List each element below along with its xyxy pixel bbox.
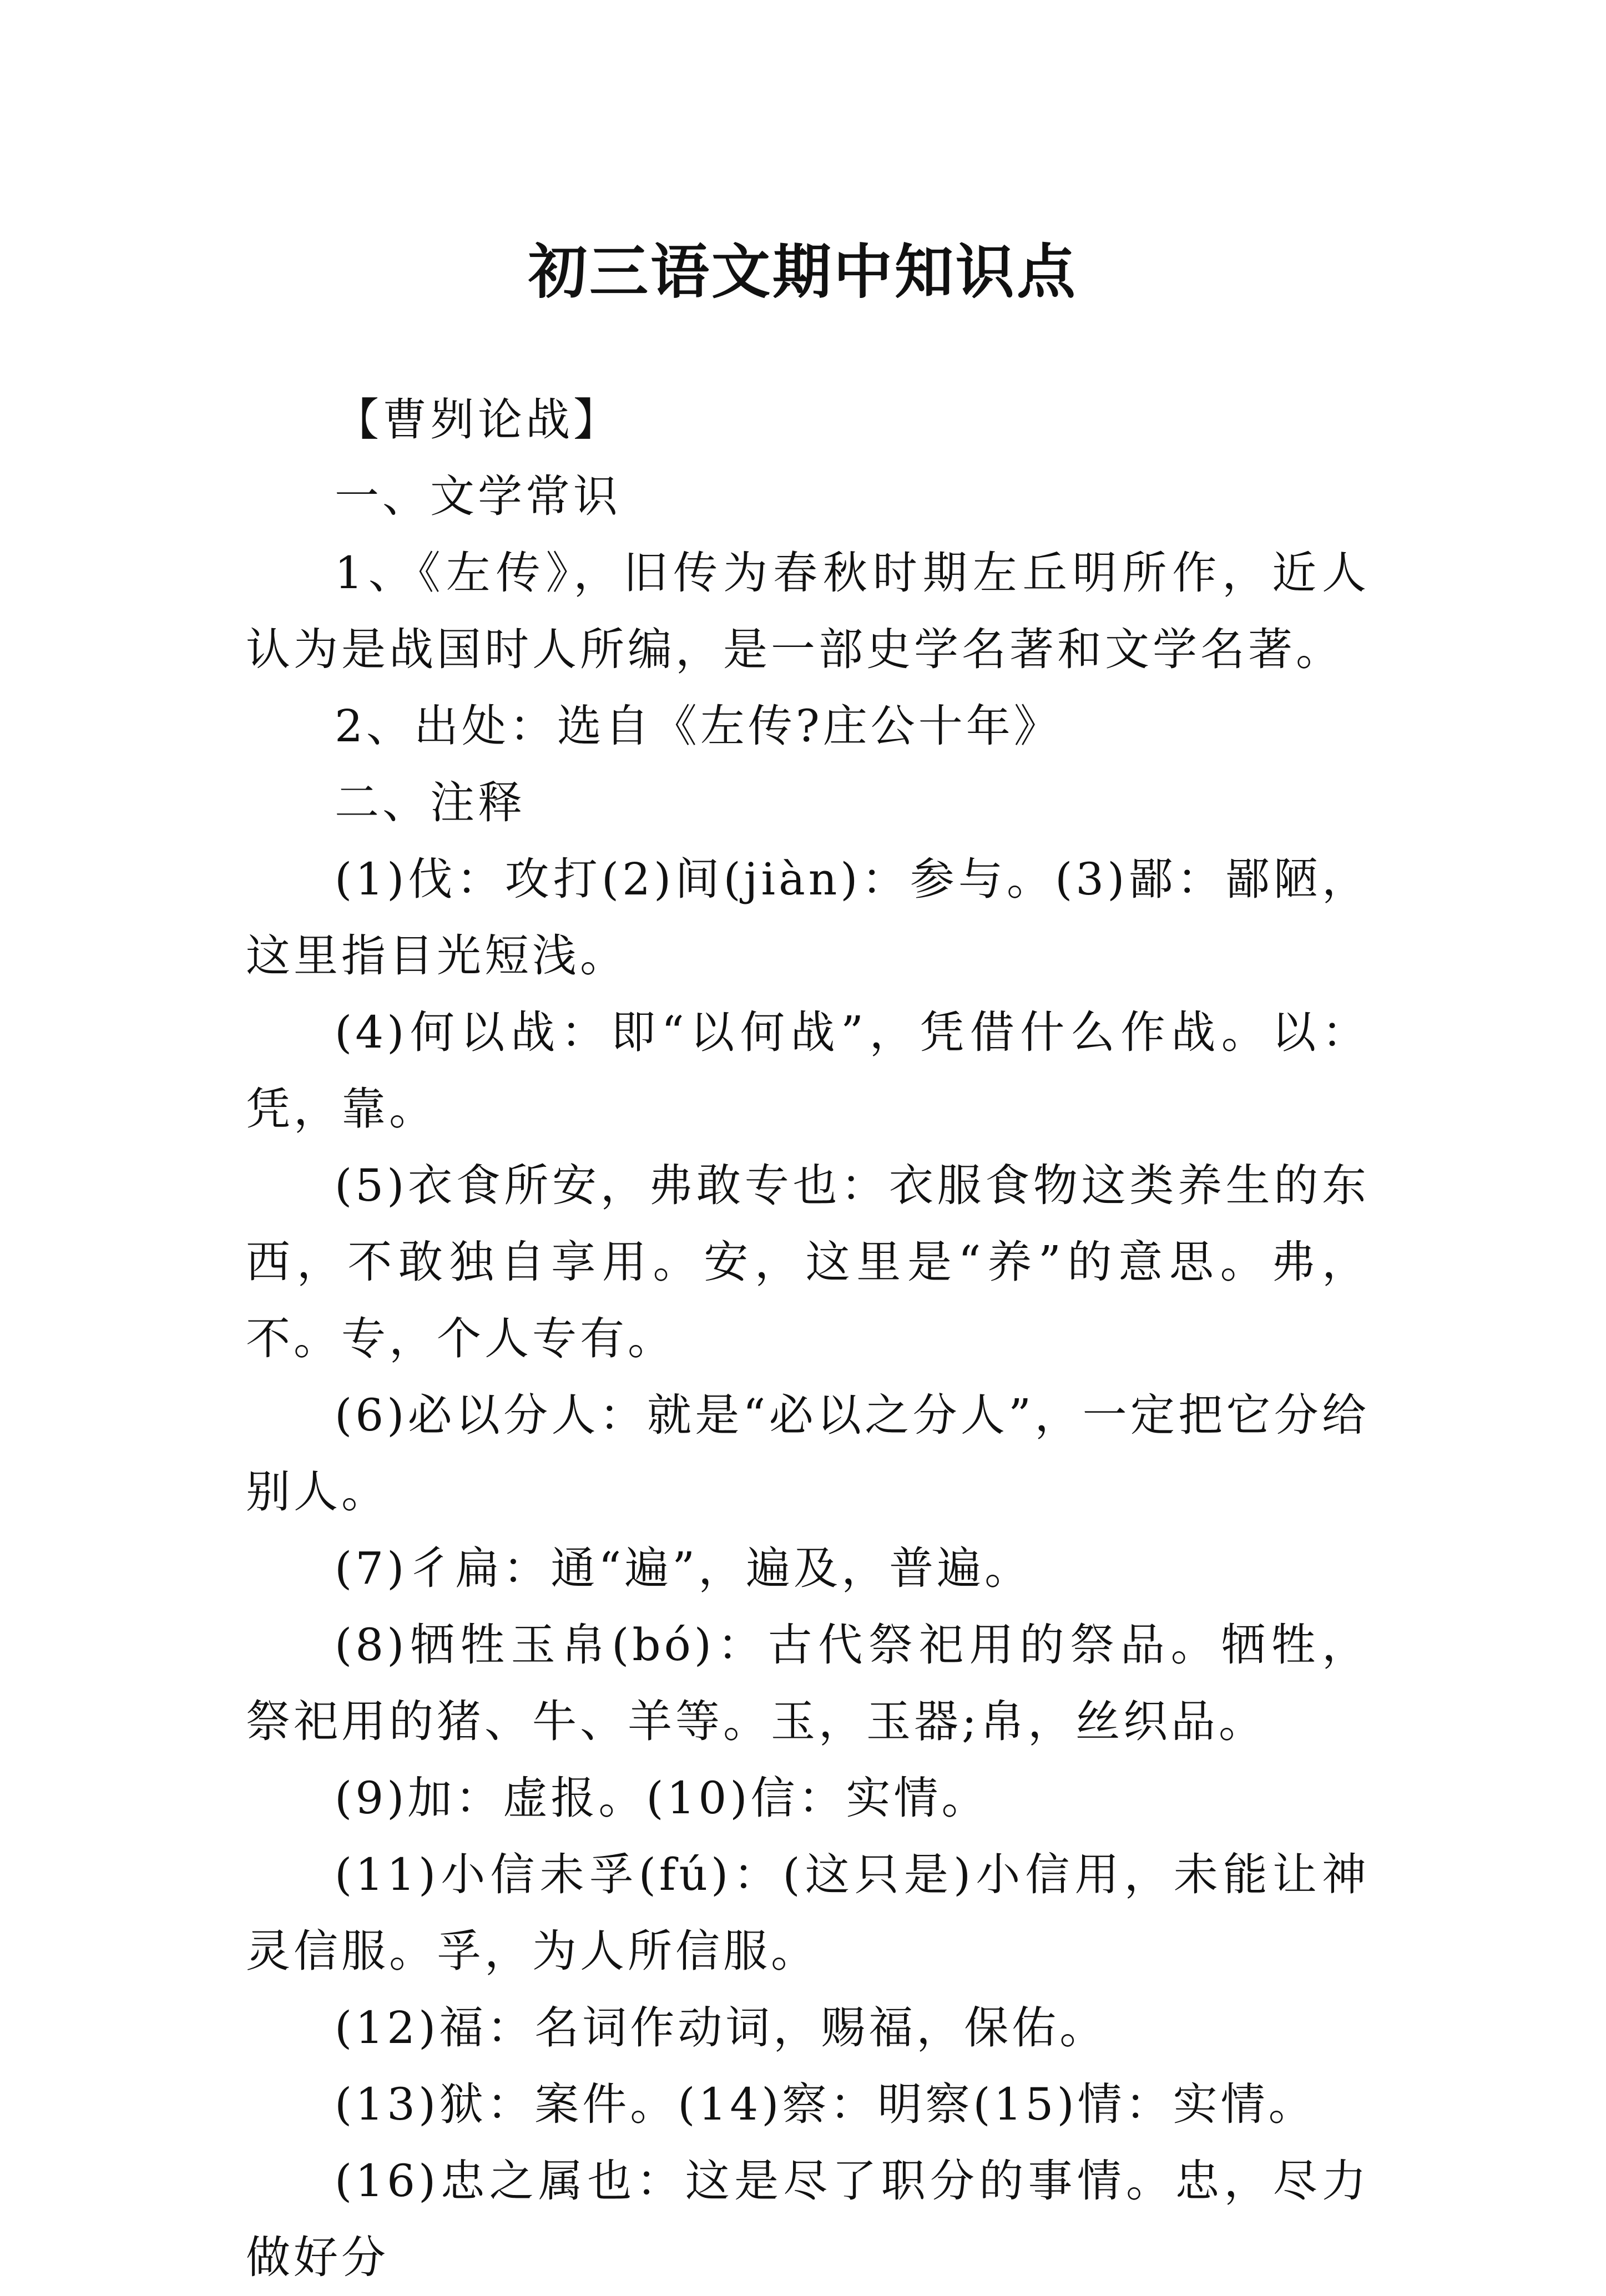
- annotation-1-3: (1)伐：攻打(2)间(jiàn)：参与。(3)鄙：鄙陋，这里指目光短浅。: [246, 853, 1370, 982]
- annotation-7: (7)彳扁：通“遍”，遍及，普遍。: [335, 1543, 1033, 1594]
- annotation-11: (11)小信未孚(fú)：(这只是)小信用，未能让神灵信服。孚，为人所信服。: [246, 1849, 1370, 1977]
- document-title: 初三语文期中知识点: [528, 237, 1078, 307]
- paragraph-zuozhuan: 1、《左传》，旧传为春秋时期左丘明所作，近人认为是战国时人所编，是一部史学名著和文学名著。: [246, 547, 1370, 675]
- document-body: [246, 382, 1370, 2296]
- annotation-5: (5)衣食所安，弗敢专也：衣服食物这类养生的东西，不敢独自享用。安，这里是“养”的意思。弗，不。专，个人专有。: [246, 1160, 1370, 1364]
- annotation-4: (4)何以战：即“以何战”，凭借什么作战。以：凭，靠。: [246, 1007, 1370, 1135]
- section-heading-cao-gui: 【曹刿论战】: [335, 394, 621, 446]
- paragraph-source: 2、出处：选自《左传?庄公十年》: [335, 700, 1062, 752]
- annotation-6: (6)必以分人：就是“必以之分人”，一定把它分给别人。: [246, 1389, 1370, 1518]
- annotation-13-15: (13)狱：案件。(14)察：明察(15)情：实情。: [335, 2078, 1316, 2130]
- annotation-16: (16)忠之属也：这是尽了职分的事情。忠，尽力做好分: [246, 2155, 1370, 2283]
- heading-annotations: 二、注释: [335, 777, 526, 828]
- annotation-8: (8)牺牲玉帛(bó)：古代祭祀用的祭品。牺牲，祭祀用的猪、牛、羊等。玉，玉器;帛，丝织品。: [246, 1619, 1370, 1747]
- annotation-9-10: (9)加：虚报。(10)信：实情。: [335, 1772, 989, 1824]
- annotation-12: (12)福：名词作动词，赐福，保佑。: [335, 2002, 1108, 2054]
- heading-literary-knowledge: 一、文学常识: [335, 471, 621, 522]
